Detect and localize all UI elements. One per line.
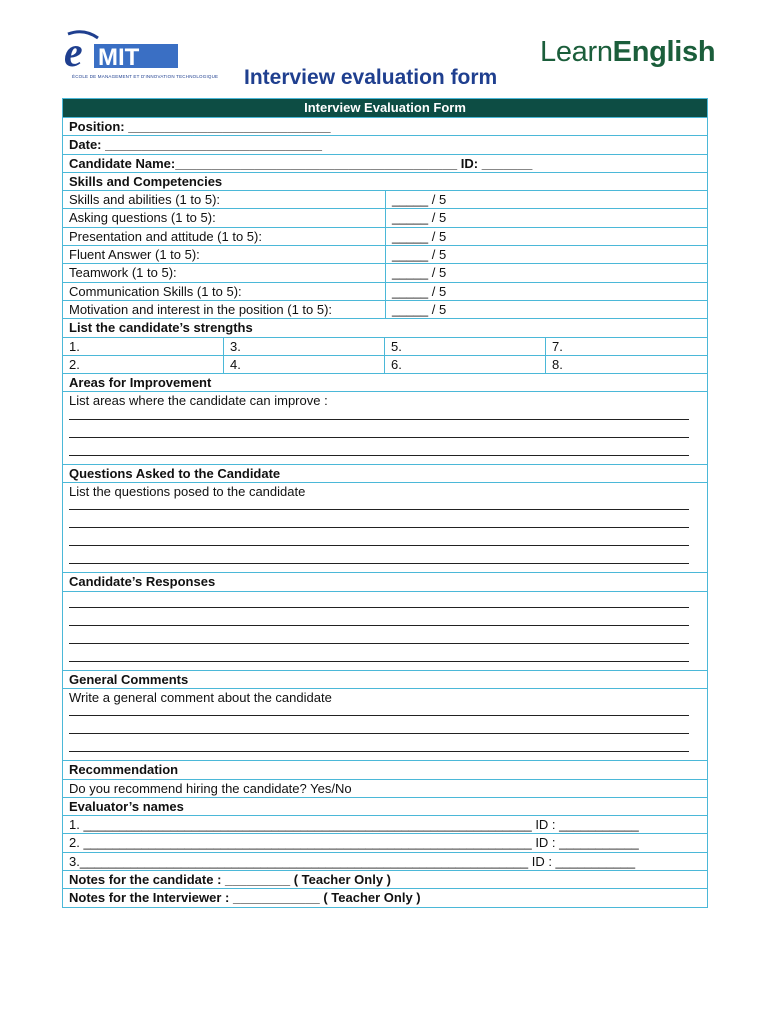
improvement-prompt: List areas where the candidate can improve : (69, 393, 328, 409)
strength-cell[interactable]: 2. (63, 356, 224, 373)
learnenglish-logo (540, 36, 715, 69)
skill-score-field[interactable]: _____ / 5 (392, 301, 447, 317)
strength-cell[interactable]: 3. (224, 338, 385, 355)
evaluator-field[interactable]: 1. ______________________________________________________________ ID : ___________ (69, 817, 639, 833)
answer-line[interactable] (69, 634, 689, 644)
english-word: English (612, 36, 716, 68)
answer-line[interactable] (69, 616, 689, 626)
skill-label: Fluent Answer (1 to 5): (63, 246, 386, 263)
comments-heading: General Comments (69, 671, 189, 687)
questions-area[interactable] (63, 482, 707, 564)
answer-line[interactable] (69, 652, 689, 662)
answer-line[interactable] (69, 446, 689, 456)
answer-line[interactable] (69, 554, 689, 564)
responses-heading: Candidate’s Responses (69, 574, 216, 590)
svg-text:e: e (64, 30, 83, 74)
emit-logo (64, 30, 219, 86)
skill-label: Motivation and interest in the position (1 to 5): (63, 301, 386, 318)
page-title: Interview evaluation form (244, 66, 498, 89)
strength-cell[interactable]: 7. (552, 338, 563, 354)
answer-line[interactable] (69, 536, 689, 546)
candidate-name-field[interactable]: Candidate Name:_______________________________________ ID: _______ (69, 155, 533, 171)
strength-cell[interactable]: 1. (63, 338, 224, 355)
strengths-heading: List the candidate’s strengths (69, 320, 253, 336)
position-field[interactable]: Position: ____________________________ (69, 119, 331, 134)
strength-cell[interactable]: 4. (224, 356, 385, 373)
answer-line[interactable] (69, 724, 689, 734)
evaluation-form (62, 98, 708, 908)
recommendation-question[interactable]: Do you recommend hiring the candidate? Yes/No (69, 780, 352, 796)
skill-score-field[interactable]: _____ / 5 (392, 192, 447, 208)
skill-label: Teamwork (1 to 5): (63, 264, 386, 281)
responses-area[interactable] (63, 591, 707, 662)
recommendation-heading: Recommendation (69, 762, 179, 778)
skill-score-field[interactable]: _____ / 5 (392, 228, 447, 244)
skill-score-field[interactable]: _____ / 5 (392, 247, 447, 263)
comments-prompt: Write a general comment about the candidate (69, 689, 332, 705)
questions-prompt: List the questions posed to the candidate (69, 484, 306, 500)
strength-cell[interactable]: 6. (385, 356, 546, 373)
skill-label: Asking questions (1 to 5): (63, 209, 386, 226)
skill-label: Skills and abilities (1 to 5): (63, 191, 386, 208)
answer-line[interactable] (69, 500, 689, 510)
skill-score-field[interactable]: _____ / 5 (392, 283, 447, 299)
answer-line[interactable] (69, 518, 689, 528)
comments-area[interactable] (63, 688, 707, 752)
evaluators-heading: Evaluator’s names (69, 798, 184, 814)
questions-heading: Questions Asked to the Candidate (69, 465, 281, 481)
improvement-area[interactable] (63, 391, 707, 455)
evaluator-field[interactable]: 3.______________________________________________________________ ID : ___________ (69, 853, 636, 869)
answer-line[interactable] (69, 598, 689, 608)
skill-label: Presentation and attitude (1 to 5): (63, 228, 386, 245)
form-header: Interview Evaluation Form (63, 99, 707, 117)
answer-line[interactable] (69, 428, 689, 438)
answer-line[interactable] (69, 410, 689, 420)
notes-candidate-field[interactable]: Notes for the candidate : _________ ( Teacher Only ) (69, 872, 391, 888)
skills-heading: Skills and Competencies (69, 173, 223, 189)
evaluator-field[interactable]: 2. ______________________________________________________________ ID : ___________ (69, 835, 639, 851)
answer-line[interactable] (69, 742, 689, 752)
svg-text:MIT: MIT (98, 44, 140, 71)
strength-cell[interactable]: 5. (385, 338, 546, 355)
answer-line[interactable] (69, 706, 689, 716)
strength-cell[interactable]: 8. (552, 356, 563, 372)
learn-word: Learn (540, 36, 613, 68)
notes-interviewer-field[interactable]: Notes for the Interviewer : ____________ ( Teacher Only ) (69, 890, 421, 906)
emit-subtitle: ÉCOLE DE MANAGEMENT ET D'INNOVATION TECHNOLOGIQUE (72, 74, 219, 79)
skill-score-field[interactable]: _____ / 5 (392, 265, 447, 281)
improvement-heading: Areas for Improvement (69, 375, 212, 391)
skill-label: Communication Skills (1 to 5): (63, 283, 386, 300)
skill-score-field[interactable]: _____ / 5 (392, 210, 447, 226)
date-field[interactable]: Date: ______________________________ (69, 137, 323, 153)
emit-logo-mark (64, 30, 184, 74)
